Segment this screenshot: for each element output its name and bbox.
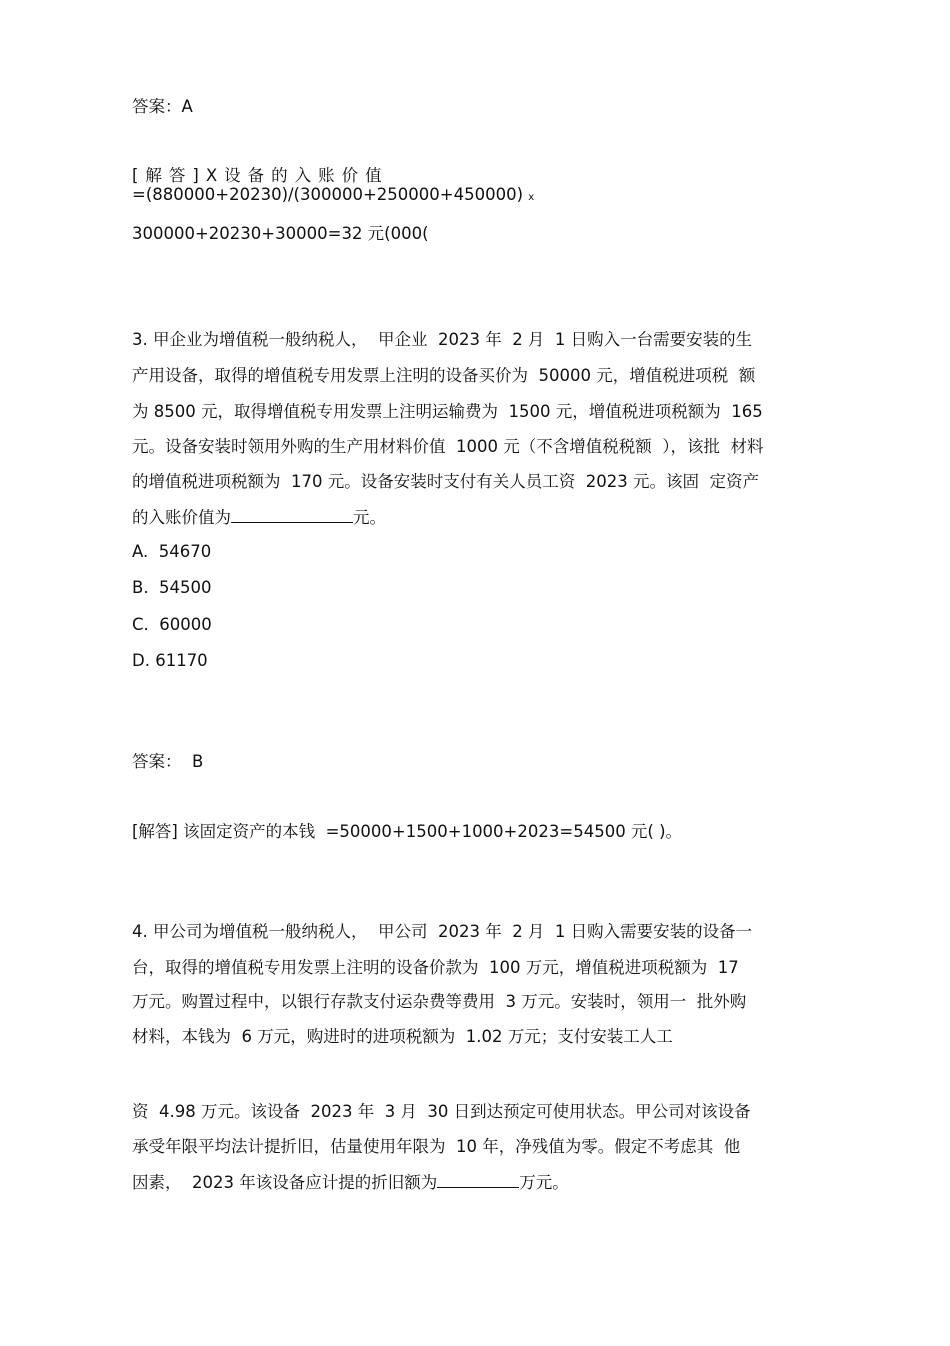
q4-text-line-last <box>132 1172 569 1193</box>
q4-last-prefix: 因素， 2023 年该设备应计提的折旧额为 <box>132 1173 438 1192</box>
q4-text-line: 承受年限平均法计提折旧，估量使用年限为 10 年，净残值为零。假定不考虑其 他 <box>132 1137 741 1156</box>
q2-formula: =(880000+20230)/(300000+250000+450000) <box>132 185 524 204</box>
q3-answer-blank <box>231 507 353 523</box>
q3-option-b: B. 54500 <box>132 578 212 597</box>
q3-text-line: 3. 甲企业为增值税一般纳税人， 甲企业 2023 年 2 月 1 日购入一台需要安装的生 <box>132 330 753 349</box>
q3-option-d: D. 61170 <box>132 651 208 670</box>
q3-answer: 答案： B <box>132 752 204 771</box>
multiply-mark: x <box>528 192 535 203</box>
q4-text-line: 万元。购置过程中，以银行存款支付运杂费等费用 3 万元。安装时，领用一 批外购 <box>132 992 747 1011</box>
q3-text-line: 为 8500 元，取得增值税专用发票上注明运输费为 1500 元，增值税进项税额为 165 <box>132 402 763 421</box>
q3-option-a: A. 54670 <box>132 542 212 561</box>
q2-explanation-line-2 <box>132 185 534 208</box>
q3-explanation: [解答] 该固定资产的本钱 =50000+1500+1000+2023=54500 元( )。 <box>132 822 683 841</box>
q4-text-line: 材料，本钱为 6 万元，购进时的进项税额为 1.02 万元；支付安装工人工 <box>132 1027 673 1046</box>
q3-last-suffix: 元。 <box>353 508 386 527</box>
q2-answer: 答案：A <box>132 97 193 116</box>
q3-text-line-last <box>132 507 386 528</box>
q3-last-prefix: 的入账价值为 <box>132 508 231 527</box>
q3-text-line: 的增值税进项税额为 170 元。设备安装时支付有关人员工资 2023 元。该固 定资产 <box>132 472 759 491</box>
q3-text-line: 产用设备，取得的增值税专用发票上注明的设备买价为 50000 元，增值税进项税 额 <box>132 366 756 385</box>
q4-text-line: 4. 甲公司为增值税一般纳税人， 甲公司 2023 年 2 月 1 日购入需要安装的设备一 <box>132 922 753 941</box>
q4-last-suffix: 万元。 <box>519 1173 569 1192</box>
q4-answer-blank <box>437 1172 519 1188</box>
q3-text-line: 元。设备安装时领用外购的生产用材料价值 1000 元（不含增值税税额 ），该批 材料 <box>132 437 764 456</box>
q4-text-line: 台，取得的增值税专用发票上注明的设备价款为 100 万元，增值税进项税额为 17 <box>132 958 739 977</box>
q4-text-line: 资 4.98 万元。该设备 2023 年 3 月 30 日到达预定可使用状态。甲公司对该设备 <box>132 1102 751 1121</box>
q2-explanation-line-1: [解答]X设备的入账价值 <box>132 166 389 185</box>
q3-option-c: C. 60000 <box>132 615 212 634</box>
q2-explanation-line-3: 300000+20230+30000=32 元(000( <box>132 224 429 243</box>
